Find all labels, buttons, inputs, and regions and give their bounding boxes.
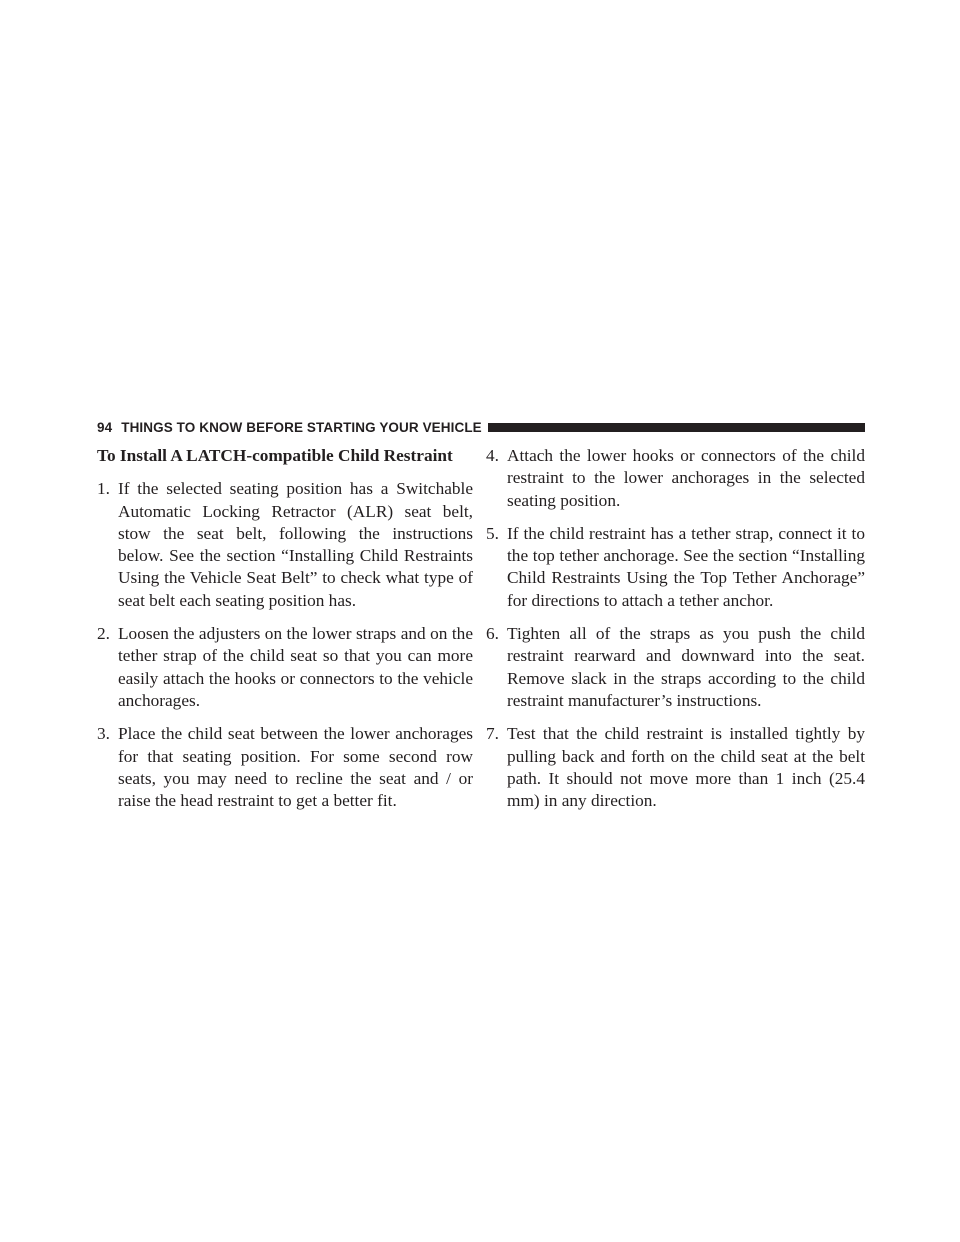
step-number: 5. [486,523,499,543]
page-number: 94 [97,419,113,435]
step-number: 2. [97,624,110,644]
header-rule [488,423,865,432]
step-4 [486,445,865,512]
step-number: 6. [486,624,499,644]
step-text: If the selected seating position has a Switchable Automatic Locking Retractor (ALR) seat belt, stow the seat belt, following the instructions below. See the section “Installing Child Restraints Using the Vehicle Seat Belt” to check what type of seat belt each seating position has. [118,479,473,610]
right-column [486,445,865,823]
step-1 [97,478,473,612]
step-text: Loosen the adjusters on the lower straps and on the tether strap of the child seat so that you can more easily attach the hooks or connectors to the vehicle anchorages. [118,624,473,710]
chapter-title: THINGS TO KNOW BEFORE STARTING YOUR VEHICLE [121,419,482,435]
step-number: 7. [486,724,499,744]
step-text: Test that the child restraint is installed tightly by pulling back and forth on the child seat at the belt path. It should not move more than 1 inch (25.4 mm) in any direction. [507,724,865,811]
step-text: Attach the lower hooks or connectors of the child restraint to the lower anchorages in the selected seating position. [507,446,865,510]
step-6 [486,623,865,712]
step-number: 4. [486,446,499,465]
page-header [97,417,865,437]
section-title: To Install A LATCH-compatible Child Restraint [97,446,453,465]
step-text: If the child restraint has a tether strap, connect it to the top tether anchorage. See the section “Installing Child Restraints Using the Top Tether Anchorage” for directions to attach a tether anchor. [507,523,865,610]
step-text: Place the child seat between the lower anchorages for that seating position. For some second row seats, you may need to recline the seat and / or raise the head restraint to get a better fit. [118,724,473,811]
left-column [97,445,473,823]
step-7 [486,723,865,812]
step-5 [486,523,865,612]
step-number: 3. [97,724,110,744]
step-text: Tighten all of the straps as you push the child restraint rearward and downward into the seat. Remove slack in the straps according to the child restraint manufacturer’s instructions. [507,624,865,710]
step-3 [97,723,473,812]
step-number: 1. [97,479,110,499]
step-2 [97,623,473,712]
